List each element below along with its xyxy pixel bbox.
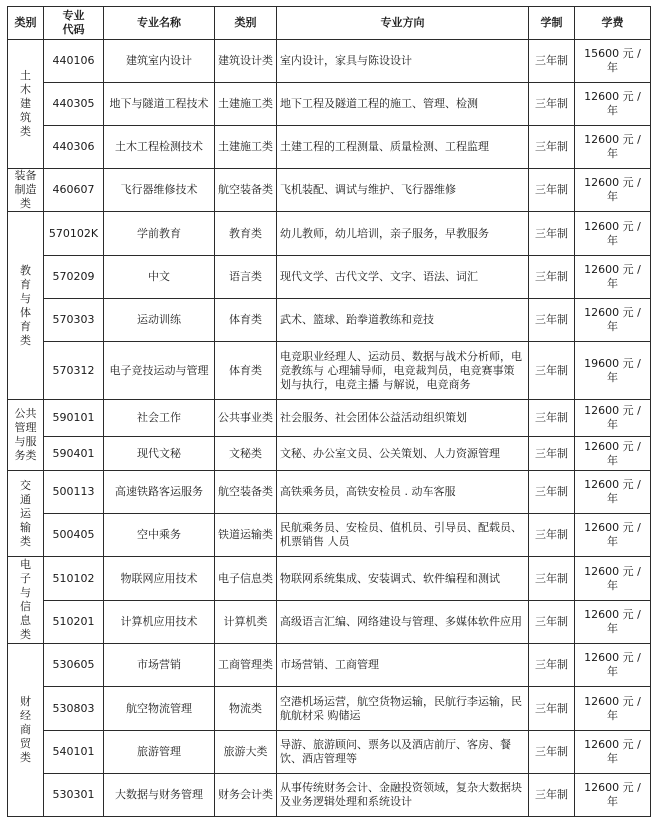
duration-cell: 三年制	[529, 437, 575, 471]
duration-cell: 三年制	[529, 299, 575, 342]
category-line: 育	[20, 319, 31, 333]
category-line: 装备	[14, 169, 37, 182]
duration-cell: 三年制	[529, 514, 575, 557]
major-name-cell: 运动训练	[104, 299, 215, 342]
major-direction-cell: 空港机场运营，航空货物运输，民航行李运输，民航航材采 购储运	[277, 687, 529, 731]
category-cell	[8, 644, 44, 817]
category-line: 与	[20, 291, 31, 305]
major-name-cell: 地下与隧道工程技术	[104, 83, 215, 126]
fee-cell: 12600 元 / 年	[575, 687, 651, 731]
major-direction-cell: 高级语言汇编、网络建设与管理、多媒体软件应用	[277, 601, 529, 644]
duration-cell: 三年制	[529, 687, 575, 731]
major-code-cell: 570303	[44, 299, 104, 342]
table-row	[8, 299, 651, 342]
major-direction-cell: 武术、篮球、跆拳道教练和竞技	[277, 299, 529, 342]
fee-cell: 12600 元 / 年	[575, 169, 651, 212]
major-type-cell: 财务会计类	[215, 774, 277, 817]
major-type-cell: 建筑设计类	[215, 40, 277, 83]
major-code-cell: 590401	[44, 437, 104, 471]
major-direction-cell: 从事传统财务会计、金融投资领域，复杂大数据块及业务逻辑处理和系统设计	[277, 774, 529, 817]
fee-cell: 12600 元 / 年	[575, 471, 651, 514]
header-type: 类别	[215, 7, 277, 40]
fee-cell: 12600 元 / 年	[575, 256, 651, 299]
duration-cell: 三年制	[529, 83, 575, 126]
major-code-cell: 530605	[44, 644, 104, 687]
duration-cell: 三年制	[529, 212, 575, 256]
major-direction-cell: 飞机装配、调试与维护、飞行器维修	[277, 169, 529, 212]
major-name-cell: 飞行器维修技术	[104, 169, 215, 212]
table-row	[8, 644, 651, 687]
category-line: 输	[20, 520, 31, 534]
major-code-cell: 500405	[44, 514, 104, 557]
major-type-cell: 土建施工类	[215, 83, 277, 126]
category-cell	[8, 400, 44, 471]
major-code-cell: 440305	[44, 83, 104, 126]
category-cell	[8, 471, 44, 557]
category-line: 类	[20, 197, 31, 210]
duration-cell: 三年制	[529, 557, 575, 601]
fee-cell: 12600 元 / 年	[575, 731, 651, 774]
fee-cell: 12600 元 / 年	[575, 557, 651, 601]
major-name-cell: 学前教育	[104, 212, 215, 256]
table-row	[8, 731, 651, 774]
fee-cell: 15600 元 / 年	[575, 40, 651, 83]
category-line: 类	[20, 628, 31, 641]
category-line: 公共	[14, 407, 37, 420]
major-type-cell: 文秘类	[215, 437, 277, 471]
major-direction-cell: 幼儿教师，幼儿培训，亲子服务，早教服务	[277, 212, 529, 256]
major-code-cell: 510201	[44, 601, 104, 644]
major-type-cell: 航空装备类	[215, 169, 277, 212]
duration-cell: 三年制	[529, 256, 575, 299]
major-type-cell: 物流类	[215, 687, 277, 731]
major-direction-cell: 社会服务、社会团体公益活动组织策划	[277, 400, 529, 437]
major-direction-cell: 导游、旅游顾问、票务以及酒店前厅、客房、餐饮、酒店管理等	[277, 731, 529, 774]
major-code-cell: 440306	[44, 126, 104, 169]
major-type-cell: 教育类	[215, 212, 277, 256]
category-line: 教	[20, 263, 31, 277]
major-name-cell: 航空物流管理	[104, 687, 215, 731]
major-code-cell: 570209	[44, 256, 104, 299]
major-type-cell: 计算机类	[215, 601, 277, 644]
major-code-cell: 590101	[44, 400, 104, 437]
duration-cell: 三年制	[529, 40, 575, 83]
category-line: 息	[20, 614, 31, 627]
major-type-cell: 航空装备类	[215, 471, 277, 514]
fee-cell: 12600 元 / 年	[575, 83, 651, 126]
fee-cell: 12600 元 / 年	[575, 437, 651, 471]
major-type-cell: 旅游大类	[215, 731, 277, 774]
major-type-cell: 公共事业类	[215, 400, 277, 437]
major-type-cell: 体育类	[215, 299, 277, 342]
category-line: 体	[20, 305, 31, 319]
fee-cell: 12600 元 / 年	[575, 400, 651, 437]
major-code-cell: 440106	[44, 40, 104, 83]
table-row	[8, 169, 651, 212]
category-line: 财	[20, 695, 31, 708]
fee-cell: 19600 元 / 年	[575, 342, 651, 400]
major-name-cell: 土木工程检测技术	[104, 126, 215, 169]
header-category: 类别	[8, 7, 44, 40]
major-table	[7, 6, 651, 817]
major-type-cell: 铁道运输类	[215, 514, 277, 557]
category-cell	[8, 212, 44, 400]
major-direction-cell: 物联网系统集成、安装调式、软件编程和测试	[277, 557, 529, 601]
table-row	[8, 557, 651, 601]
major-type-cell: 电子信息类	[215, 557, 277, 601]
major-name-cell: 中文	[104, 256, 215, 299]
fee-cell: 12600 元 / 年	[575, 644, 651, 687]
category-line: 类	[20, 125, 31, 138]
major-code-cell: 540101	[44, 731, 104, 774]
duration-cell: 三年制	[529, 126, 575, 169]
major-direction-cell: 高铁乘务员，高铁安检员 . 动车客服	[277, 471, 529, 514]
category-line: 经	[20, 709, 31, 722]
table-row	[8, 212, 651, 256]
duration-cell: 三年制	[529, 471, 575, 514]
header-direction: 专业方向	[277, 7, 529, 40]
major-name-cell: 高速铁路客运服务	[104, 471, 215, 514]
header-fee: 学费	[575, 7, 651, 40]
duration-cell: 三年制	[529, 342, 575, 400]
table-row	[8, 342, 651, 400]
duration-cell: 三年制	[529, 169, 575, 212]
major-code-cell: 530301	[44, 774, 104, 817]
category-line: 制造	[14, 183, 37, 196]
major-direction-cell: 电竞职业经理人、运动员、数据与战术分析师，电竞教练与 心理辅导师，电竞裁判员，电竞赛事策划与执行，电竞主播 与解说，电竞商务	[277, 342, 529, 400]
major-direction-cell: 现代文学、古代文学、文字、语法、词汇	[277, 256, 529, 299]
category-cell	[8, 169, 44, 212]
fee-cell: 12600 元 / 年	[575, 126, 651, 169]
major-name-cell: 电子竞技运动与管理	[104, 342, 215, 400]
header-code	[44, 7, 104, 40]
major-type-cell: 土建施工类	[215, 126, 277, 169]
major-name-cell: 市场营销	[104, 644, 215, 687]
category-line: 木	[20, 83, 31, 96]
table-row	[8, 126, 651, 169]
category-cell	[8, 557, 44, 644]
fee-cell: 12600 元 / 年	[575, 299, 651, 342]
category-line: 务类	[14, 449, 37, 462]
major-code-cell: 570312	[44, 342, 104, 400]
header-duration: 学制	[529, 7, 575, 40]
category-line: 交	[20, 478, 31, 492]
major-code-cell: 510102	[44, 557, 104, 601]
category-line: 与服	[14, 435, 37, 448]
major-direction-cell: 土建工程的工程测量、质量检测、工程监理	[277, 126, 529, 169]
header-code-line: 代码	[62, 23, 85, 36]
category-line: 与	[20, 586, 31, 599]
major-name-cell: 空中乘务	[104, 514, 215, 557]
major-name-cell: 计算机应用技术	[104, 601, 215, 644]
major-name-cell: 物联网应用技术	[104, 557, 215, 601]
major-type-cell: 体育类	[215, 342, 277, 400]
major-type-cell: 工商管理类	[215, 644, 277, 687]
header-name: 专业名称	[104, 7, 215, 40]
table-row	[8, 514, 651, 557]
major-name-cell: 社会工作	[104, 400, 215, 437]
table-row	[8, 40, 651, 83]
major-name-cell: 建筑室内设计	[104, 40, 215, 83]
fee-cell: 12600 元 / 年	[575, 601, 651, 644]
major-code-cell: 570102K	[44, 212, 104, 256]
category-line: 信	[20, 600, 31, 613]
category-line: 运	[20, 506, 31, 520]
major-direction-cell: 文秘、办公室文员、公关策划、人力资源管理	[277, 437, 529, 471]
major-direction-cell: 地下工程及隧道工程的施工、管理、检测	[277, 83, 529, 126]
duration-cell: 三年制	[529, 601, 575, 644]
fee-cell: 12600 元 / 年	[575, 514, 651, 557]
duration-cell: 三年制	[529, 644, 575, 687]
major-direction-cell: 民航乘务员、安检员、值机员、引导员、配载员、机票销售 人员	[277, 514, 529, 557]
table-header-row	[8, 7, 651, 40]
category-line: 建	[20, 97, 31, 110]
table-row	[8, 774, 651, 817]
major-code-cell: 500113	[44, 471, 104, 514]
table-row	[8, 601, 651, 644]
category-line: 类	[20, 751, 31, 764]
category-cell	[8, 40, 44, 169]
category-line: 管理	[14, 421, 37, 434]
category-line: 类	[20, 333, 31, 347]
major-direction-cell: 市场营销、工商管理	[277, 644, 529, 687]
table-row	[8, 83, 651, 126]
table-body	[8, 40, 651, 817]
fee-cell: 12600 元 / 年	[575, 774, 651, 817]
major-code-cell: 530803	[44, 687, 104, 731]
category-line: 子	[20, 572, 31, 585]
category-line: 类	[20, 534, 31, 548]
category-line: 育	[20, 277, 31, 291]
major-code-cell: 460607	[44, 169, 104, 212]
table-row	[8, 687, 651, 731]
table-row	[8, 437, 651, 471]
major-name-cell: 现代文秘	[104, 437, 215, 471]
fee-cell: 12600 元 / 年	[575, 212, 651, 256]
duration-cell: 三年制	[529, 731, 575, 774]
table-row	[8, 256, 651, 299]
category-line: 贸	[20, 737, 31, 750]
major-direction-cell: 室内设计，家具与陈设设计	[277, 40, 529, 83]
category-line: 筑	[20, 111, 31, 124]
duration-cell: 三年制	[529, 400, 575, 437]
table-row	[8, 400, 651, 437]
category-line: 土	[20, 69, 31, 82]
major-type-cell: 语言类	[215, 256, 277, 299]
duration-cell: 三年制	[529, 774, 575, 817]
table-row	[8, 471, 651, 514]
header-code-line: 专业	[62, 9, 85, 22]
category-line: 通	[20, 492, 31, 506]
category-line: 商	[20, 723, 31, 736]
major-name-cell: 大数据与财务管理	[104, 774, 215, 817]
category-line: 电	[20, 558, 31, 571]
major-name-cell: 旅游管理	[104, 731, 215, 774]
